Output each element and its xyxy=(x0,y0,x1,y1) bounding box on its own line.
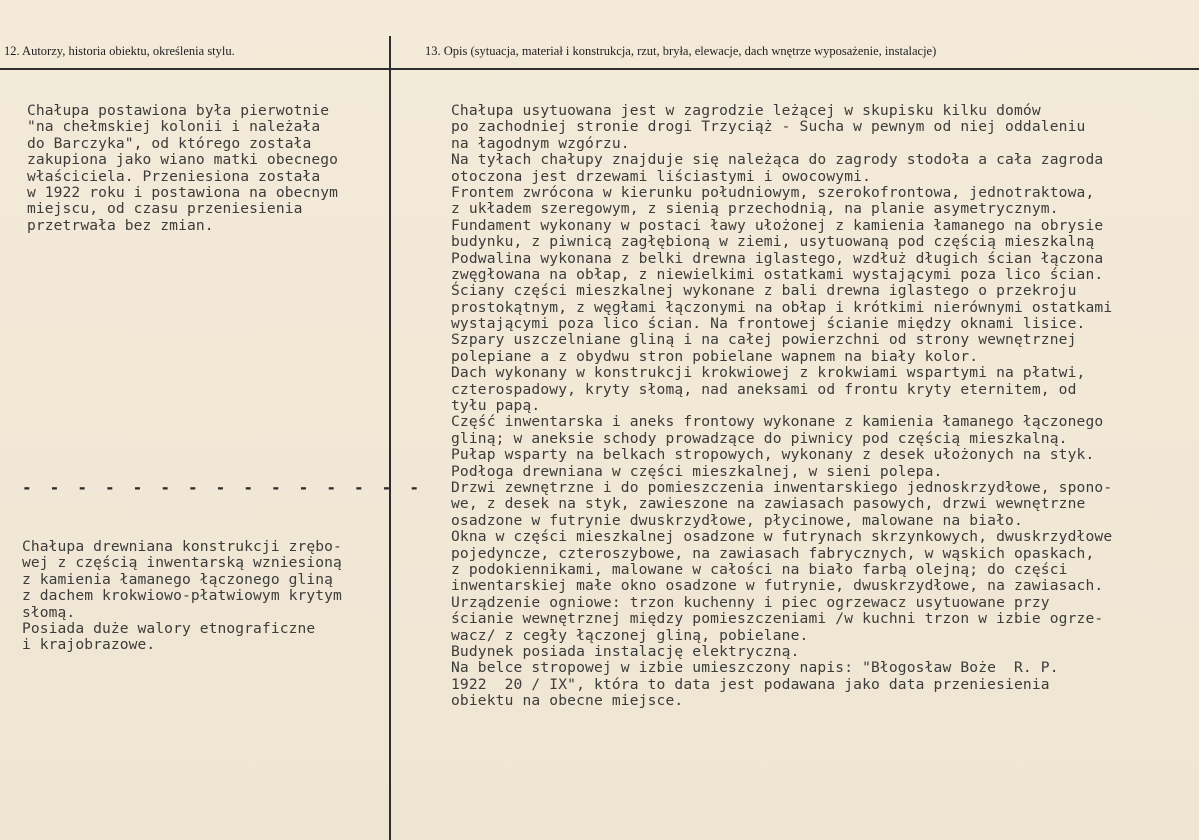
section-12-header: 12. Autorzy, historia obiektu, określenia stylu. xyxy=(4,44,235,58)
text-line: otoczona jest drzewami liściastymi i owocowymi. xyxy=(451,167,872,185)
text-line: Drzwi zewnętrzne i do pomieszczenia inwentarskiego jednoskrzydłowe, spono- xyxy=(451,478,1113,496)
text-line: Pułap wsparty na belkach stropowych, wykonany z desek ułożonych na styk. xyxy=(451,446,1095,464)
text-line: w 1922 roku i postawiona na obecnym xyxy=(27,183,339,201)
text-line: miejscu, od czasu przeniesienia xyxy=(27,200,303,218)
text-line: Na belce stropowej w izbie umieszczony napis: "Błogosław Boże R. P. xyxy=(451,659,1059,677)
text-line: Podwalina wykonana z belki drewna iglastego, wzdłuż długich ścian łączona xyxy=(451,249,1104,267)
text-line: wacz/ z cegły łączonej gliną, pobielane. xyxy=(451,626,809,644)
text-line: Chałupa usytuowana jest w zagrodzie leżącej w skupisku kilku domów xyxy=(451,102,1041,119)
text-line: obiektu na obecne miejsce. xyxy=(451,692,684,710)
text-line: Fundament wykonany w postaci ławy ułożonej z kamienia łamanego na obrysie xyxy=(451,216,1104,234)
description-text-block xyxy=(451,103,1112,709)
text-line: gliną; w aneksie schody prowadzące do piwnicy pod częścią mieszkalną. xyxy=(451,429,1068,447)
text-line: słomą. xyxy=(22,603,76,621)
text-line: tyłu papą. xyxy=(451,397,541,415)
text-line: Na tyłach chałupy znajduje się należąca do zagrody stodoła a cała zagroda xyxy=(451,151,1104,169)
text-line: wystającymi poza lico ścian. Na frontowej ścianie między oknami lisice. xyxy=(451,315,1086,333)
text-line: prostokątnym, z węgłami łączonymi na obłap i krótkimi nierównymi ostatkami xyxy=(451,298,1113,316)
text-line: przetrwała bez zmian. xyxy=(27,216,214,234)
text-line: z podokiennikami, malowane w całości na biało farbą olejną; do części xyxy=(451,560,1068,578)
text-line: Chałupa postawiona była pierwotnie xyxy=(27,102,330,119)
separator-dashes: - - - - - - - - - - - - - - - xyxy=(22,478,424,497)
text-line: Ściany części mieszkalnej wykonane z bali drewna iglastego o przekroju xyxy=(451,282,1077,300)
text-line: Okna w części mieszkalnej osadzone w futrynach skrzynkowych, dwuskrzydłowe xyxy=(451,528,1113,546)
column-divider xyxy=(389,36,391,840)
text-line: po zachodniej stronie drogi Trzyciąż - Sucha w pewnym od niej oddaleniu xyxy=(451,118,1086,136)
text-line: z kamienia łamanego łączonego gliną xyxy=(22,570,334,588)
text-line: we, z desek na styk, zawieszone na zawiasach pasowych, drzwi wewnętrzne xyxy=(451,495,1086,513)
text-line: do Barczyka", od którego została xyxy=(27,134,312,152)
text-line: osadzone w futrynie dwuskrzydłowe, płycinowe, malowane na biało. xyxy=(451,511,1023,529)
text-line: Szpary uszczelniane gliną i na całej powierzchni od strony wewnętrznej xyxy=(451,331,1077,349)
text-line: z dachem krokwiowo-płatwiowym krytym xyxy=(22,587,342,605)
text-line: czterospadowy, kryty słomą, nad aneksami od frontu kryty eternitem, od xyxy=(451,380,1077,398)
text-line: Chałupa drewniana konstrukcji zrębo- xyxy=(22,538,342,555)
text-line: Urządzenie ogniowe: trzon kuchenny i piec ogrzewacz usytuowane przy xyxy=(451,593,1050,611)
text-line: Posiada duże walory etnograficzne xyxy=(22,619,316,637)
text-line: z układem szeregowym, z sienią przechodnią, na planie asymetrycznym. xyxy=(451,200,1059,218)
text-line: inwentarskiej małe okno osadzone w futrynie, dwuskrzydłowe, na zawiasach. xyxy=(451,577,1104,595)
text-line: wej z częścią inwentarską wzniesioną xyxy=(22,554,342,572)
text-line: Część inwentarska i aneks frontowy wykonane z kamienia łamanego łączonego xyxy=(451,413,1104,431)
text-line: "na chełmskiej kolonii i należała xyxy=(27,118,321,136)
text-line: na łagodnym wzgórzu. xyxy=(451,134,630,152)
section-13-header: 13. Opis (sytuacja, materiał i konstrukcja, rzut, bryła, elewacje, dach wnętrze wyposażenie, instalacje) xyxy=(425,44,937,58)
text-line: 1922 20 / IX", która to data jest podawana jako data przeniesienia xyxy=(451,675,1050,693)
text-line: Frontem zwrócona w kierunku południowym, szerokofrontowa, jednotraktowa, xyxy=(451,183,1095,201)
text-line: i krajobrazowe. xyxy=(22,636,156,654)
text-line: ścianie wewnętrznej między pomieszczeniami /w kuchni trzon w izbie ogrze- xyxy=(451,610,1104,628)
text-line: polepiane a z obydwu stron pobielane wapnem na biały kolor. xyxy=(451,347,979,365)
text-line: zakupiona jako wiano matki obecnego xyxy=(27,151,339,169)
history-text-block xyxy=(27,103,338,234)
text-line: Budynek posiada instalację elektryczną. xyxy=(451,642,800,660)
header-divider xyxy=(0,68,1199,70)
text-line: pojedyncze, czteroszybowe, na zawiasach fabrycznych, w wąskich opaskach, xyxy=(451,544,1095,562)
text-line: Podłoga drewniana w części mieszkalnej, w sieni polepa. xyxy=(451,462,943,480)
text-line: budynku, z piwnicą zagłębioną w ziemi, usytuowaną pod częścią mieszkalną xyxy=(451,233,1095,251)
text-line: zwęgłowana na obłap, z niewielkimi ostatkami wystającymi poza lico ścian. xyxy=(451,265,1104,283)
text-line: właściciela. Przeniesiona została xyxy=(27,167,321,185)
text-line: Dach wykonany w konstrukcji krokwiowej z krokwiami wspartymi na płatwi, xyxy=(451,364,1086,382)
summary-text-block xyxy=(22,539,342,654)
